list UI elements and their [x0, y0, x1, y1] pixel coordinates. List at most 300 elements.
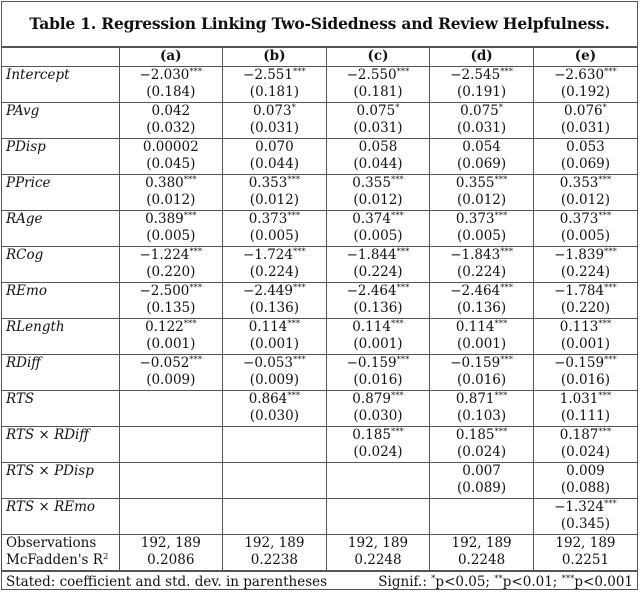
coefficient-line — [434, 67, 529, 85]
stats-cell — [223, 534, 327, 570]
significance-stars: *** — [494, 210, 508, 221]
variable-name: PAvg — [2, 102, 119, 138]
header-blank — [2, 48, 119, 67]
coefficient: −0.159 — [346, 354, 397, 371]
column-header: (d) — [430, 48, 534, 67]
coefficient: 0.380 — [145, 174, 184, 191]
r2-label: McFadden's R — [6, 552, 103, 568]
variable-name: RTS × REmo — [2, 498, 119, 534]
coefficient-line — [124, 247, 219, 265]
coefficient-line — [538, 247, 633, 265]
std-error: (0.024) — [353, 444, 403, 460]
significance-stars: *** — [598, 426, 612, 437]
estimate-cell — [119, 462, 223, 498]
coefficient-line — [538, 139, 633, 157]
std-error: (0.224) — [249, 264, 299, 280]
coefficient: −2.449 — [243, 282, 293, 299]
observations-value: 192, 189 — [347, 534, 409, 551]
coefficient: 0.185 — [352, 426, 391, 443]
std-error: (0.024) — [456, 444, 507, 460]
coefficient: 0.389 — [145, 210, 184, 227]
coefficient: 0.185 — [455, 426, 495, 443]
coefficient-line — [227, 247, 322, 265]
stats-cell — [326, 534, 430, 570]
estimate-cell — [326, 390, 430, 426]
estimate-cell — [223, 102, 327, 138]
significance-stars: *** — [293, 282, 306, 293]
significance-stars: *** — [293, 354, 306, 365]
table-footer — [2, 571, 637, 592]
table-row — [2, 102, 637, 138]
std-error: (0.012) — [146, 192, 196, 208]
coefficient: −1.843 — [450, 246, 501, 263]
std-error: (0.220) — [146, 264, 196, 280]
significance-stars: *** — [396, 282, 410, 293]
variable-name: PPrice — [2, 174, 119, 210]
variable-name: RDiff — [2, 354, 119, 390]
table-row — [2, 390, 637, 426]
coefficient-line — [124, 175, 219, 193]
estimate-cell — [119, 102, 223, 138]
std-error: (0.224) — [353, 264, 403, 280]
estimate-cell — [326, 102, 430, 138]
std-error: (0.031) — [353, 120, 403, 136]
significance-stars: *** — [390, 426, 404, 437]
coefficient: 0.871 — [455, 390, 495, 407]
coefficient-line — [331, 355, 426, 373]
estimate-cell — [430, 246, 534, 282]
variable-name: RTS — [2, 390, 119, 426]
estimate-cell — [533, 246, 637, 282]
table-row — [2, 426, 637, 462]
significance-stars: *** — [500, 282, 513, 293]
significance-stars: *** — [287, 390, 301, 401]
coefficient-line — [227, 103, 322, 121]
std-error: (0.012) — [560, 192, 611, 208]
significance-stars: *** — [494, 318, 508, 329]
stats-labels — [2, 534, 119, 570]
estimate-cell — [119, 210, 223, 246]
variable-name: RTS × RDiff — [2, 426, 119, 462]
variable-name: RCog — [2, 246, 119, 282]
std-error: (0.136) — [249, 300, 299, 316]
coefficient-line — [124, 139, 219, 157]
significance-stars: *** — [598, 210, 612, 221]
std-error: (0.016) — [353, 372, 403, 388]
coefficient-line — [331, 139, 426, 157]
coefficient: 0.009 — [566, 462, 605, 479]
std-error: (0.345) — [560, 516, 611, 532]
coefficient-line — [331, 67, 426, 85]
coefficient: 0.075 — [356, 102, 396, 119]
significance-stars: *** — [598, 174, 612, 185]
significance-stars: *** — [396, 66, 410, 77]
estimate-cell — [326, 138, 430, 174]
coefficient-line — [331, 247, 426, 265]
std-error: (0.088) — [560, 480, 611, 496]
coefficient-line — [124, 283, 219, 301]
signif-level-2: p<0.01; — [502, 573, 562, 590]
coefficient: 0.054 — [462, 138, 501, 155]
observations-label: Observations — [6, 534, 97, 551]
estimate-cell — [326, 282, 430, 318]
coefficient: 0.353 — [559, 174, 599, 191]
table-row — [2, 174, 637, 210]
column-header: (b) — [223, 48, 327, 67]
significance-stars: *** — [183, 210, 197, 221]
std-error: (0.184) — [146, 84, 196, 100]
significance-stars: *** — [183, 318, 197, 329]
significance-stars: *** — [189, 282, 203, 293]
estimate-cell — [533, 174, 637, 210]
coefficient: −0.159 — [554, 354, 605, 371]
significance-stars: *** — [390, 174, 404, 185]
std-error: (0.009) — [146, 372, 196, 388]
estimate-cell — [119, 246, 223, 282]
signif-level-3: p<0.001 — [574, 573, 633, 590]
coefficient-line — [124, 355, 219, 373]
footer-note: Stated: coefficient and std. dev. in parentheses — [6, 573, 328, 590]
r2-value: 0.2238 — [250, 552, 299, 568]
estimate-cell — [223, 462, 327, 498]
coefficient: 0.373 — [559, 210, 599, 227]
std-error: (0.135) — [146, 300, 196, 316]
coefficient-line — [227, 67, 322, 85]
r2-value: 0.2251 — [561, 552, 610, 568]
estimate-cell — [326, 354, 430, 390]
estimate-cell — [223, 318, 327, 354]
observations-value: 192, 189 — [244, 534, 305, 551]
variable-name: REmo — [2, 282, 119, 318]
significance-stars: *** — [494, 174, 508, 185]
variable-name: RAge — [2, 210, 119, 246]
coefficient: 0.879 — [352, 390, 391, 407]
estimate-cell — [326, 498, 430, 534]
coefficient-line — [124, 319, 219, 337]
coefficient-line — [538, 391, 633, 409]
coefficient: −1.844 — [346, 246, 397, 263]
coefficient: −2.545 — [450, 66, 501, 83]
coefficient-line — [538, 499, 633, 517]
std-error: (0.044) — [353, 156, 403, 172]
estimate-cell — [533, 426, 637, 462]
column-header: (a) — [119, 48, 223, 67]
column-header: (c) — [326, 48, 430, 67]
stats-cell — [430, 534, 534, 570]
estimate-cell — [223, 246, 327, 282]
coefficient: 0.058 — [358, 138, 398, 155]
std-error: (0.136) — [353, 300, 403, 316]
coefficient: 0.373 — [455, 210, 495, 227]
estimate-cell — [430, 174, 534, 210]
signif-star-2: ** — [494, 573, 503, 584]
std-error: (0.031) — [249, 120, 299, 136]
coefficient-line — [434, 211, 529, 229]
std-error: (0.032) — [146, 120, 196, 136]
estimate-cell — [533, 138, 637, 174]
coefficient: −2.500 — [139, 282, 190, 299]
significance-stars: *** — [494, 426, 508, 437]
coefficient-line — [538, 427, 633, 445]
coefficient-line — [434, 427, 529, 445]
coefficient: 0.114 — [455, 318, 495, 335]
std-error: (0.001) — [146, 336, 196, 352]
coefficient-line — [434, 103, 529, 121]
coefficient-line — [227, 211, 322, 229]
significance-stars: *** — [604, 282, 617, 293]
header-row — [2, 48, 637, 67]
coefficient: 1.031 — [559, 390, 599, 407]
significance-stars: *** — [287, 318, 301, 329]
coefficient-line — [538, 463, 633, 481]
estimate-cell — [430, 390, 534, 426]
coefficient: 0.073 — [252, 102, 292, 119]
coefficient: −2.030 — [139, 66, 190, 83]
std-error: (0.001) — [249, 336, 299, 352]
significance-stars: *** — [598, 390, 612, 401]
std-error: (0.031) — [456, 120, 507, 136]
coefficient: 0.114 — [352, 318, 391, 335]
coefficient-line — [538, 355, 633, 373]
significance-stars: *** — [183, 174, 197, 185]
estimate-cell — [326, 66, 430, 102]
significance-stars: *** — [189, 246, 203, 257]
significance-stars: *** — [604, 66, 617, 77]
std-error: (0.016) — [560, 372, 611, 388]
coefficient: 0.076 — [563, 102, 603, 119]
estimate-cell — [430, 426, 534, 462]
significance-stars: *** — [390, 210, 404, 221]
coefficient-line — [124, 67, 219, 85]
coefficient: 0.355 — [352, 174, 391, 191]
significance-stars: *** — [189, 354, 203, 365]
estimate-cell — [430, 102, 534, 138]
stats-cell — [119, 534, 223, 570]
table-row — [2, 138, 637, 174]
estimate-cell — [119, 318, 223, 354]
r2-superscript: 2 — [102, 552, 109, 562]
estimate-cell — [430, 210, 534, 246]
estimate-cell — [119, 390, 223, 426]
r2-value: 0.2248 — [457, 552, 506, 568]
coefficient-line — [227, 391, 322, 409]
estimate-cell — [430, 318, 534, 354]
coefficient: −1.724 — [243, 246, 293, 263]
significance-stars: *** — [390, 390, 404, 401]
estimate-cell — [430, 138, 534, 174]
estimate-cell — [533, 66, 637, 102]
estimate-cell — [533, 282, 637, 318]
coefficient-line — [434, 355, 529, 373]
variable-name: RTS × PDisp — [2, 462, 119, 498]
table-title: Table 1. Regression Linking Two-Sidedness and Review Helpfulness. — [2, 2, 637, 47]
coefficient-line — [434, 247, 529, 265]
variable-name: PDisp — [2, 138, 119, 174]
estimate-cell — [119, 282, 223, 318]
estimate-cell — [533, 390, 637, 426]
std-error: (0.012) — [249, 192, 299, 208]
significance-stars: *** — [293, 246, 306, 257]
coefficient-line — [538, 103, 633, 121]
std-error: (0.024) — [560, 444, 611, 460]
std-error: (0.220) — [560, 300, 611, 316]
coefficient: 0.373 — [248, 210, 288, 227]
coefficient-line — [434, 391, 529, 409]
std-error: (0.005) — [249, 228, 299, 244]
variable-name: RLength — [2, 318, 119, 354]
estimate-cell — [430, 66, 534, 102]
coefficient-line — [538, 319, 633, 337]
estimate-cell — [223, 390, 327, 426]
coefficient: −1.784 — [554, 282, 605, 299]
coefficient: −2.551 — [243, 66, 293, 83]
coefficient-line — [331, 175, 426, 193]
coefficient: −0.159 — [450, 354, 501, 371]
observations-value: 192, 189 — [555, 534, 616, 551]
estimate-cell — [326, 246, 430, 282]
coefficient: 0.042 — [151, 102, 191, 119]
coefficient: −0.053 — [243, 354, 293, 371]
std-error: (0.016) — [456, 372, 507, 388]
estimate-cell — [326, 210, 430, 246]
stats-row — [2, 534, 637, 570]
signif-star-3: *** — [561, 573, 575, 584]
estimate-cell — [430, 282, 534, 318]
estimate-cell — [223, 174, 327, 210]
std-error: (0.181) — [249, 84, 299, 100]
std-error: (0.030) — [249, 408, 299, 424]
coefficient: −2.464 — [450, 282, 501, 299]
coefficient-line — [227, 355, 322, 373]
estimate-cell — [326, 318, 430, 354]
coefficient-line — [538, 211, 633, 229]
coefficient: 0.007 — [462, 462, 501, 479]
std-error: (0.001) — [560, 336, 611, 352]
std-error: (0.012) — [456, 192, 507, 208]
std-error: (0.103) — [456, 408, 507, 424]
coefficient-line — [124, 103, 219, 121]
estimate-cell — [223, 498, 327, 534]
coefficient-line — [331, 283, 426, 301]
std-error: (0.001) — [353, 336, 403, 352]
coefficient-line — [227, 139, 322, 157]
r2-value: 0.2086 — [147, 552, 195, 568]
significance-stars: *** — [287, 174, 301, 185]
std-error: (0.044) — [249, 156, 299, 172]
coefficient-line — [434, 175, 529, 193]
coefficient: −1.839 — [554, 246, 605, 263]
coefficient-line — [538, 283, 633, 301]
estimate-cell — [533, 210, 637, 246]
estimate-cell — [119, 66, 223, 102]
std-error: (0.005) — [353, 228, 403, 244]
std-error: (0.136) — [456, 300, 507, 316]
significance-stars: *** — [396, 246, 410, 257]
r2-value: 0.2248 — [354, 552, 402, 568]
coefficient-line — [227, 319, 322, 337]
table-row — [2, 66, 637, 102]
coefficient-line — [538, 67, 633, 85]
std-error: (0.045) — [146, 156, 196, 172]
std-error: (0.089) — [456, 480, 507, 496]
coefficient: 0.864 — [248, 390, 288, 407]
coefficient-line — [331, 319, 426, 337]
significance-stars: *** — [494, 390, 508, 401]
coefficient: 0.374 — [352, 210, 391, 227]
estimate-cell — [533, 102, 637, 138]
table-row — [2, 282, 637, 318]
significance-stars: *** — [604, 498, 617, 509]
estimate-cell — [223, 282, 327, 318]
coefficient-line — [227, 283, 322, 301]
significance-stars: *** — [500, 246, 513, 257]
std-error: (0.069) — [456, 156, 507, 172]
estimate-cell — [223, 354, 327, 390]
coefficient: −2.464 — [346, 282, 397, 299]
significance-stars: * — [395, 102, 400, 113]
coefficient: −1.224 — [139, 246, 190, 263]
coefficient-line — [434, 463, 529, 481]
std-error: (0.009) — [249, 372, 299, 388]
significance-stars: * — [498, 102, 504, 113]
table-row — [2, 210, 637, 246]
significance-stars: *** — [500, 354, 513, 365]
regression-table-document — [1, 1, 638, 590]
signif-level-1: p<0.05; — [435, 573, 495, 590]
estimate-cell — [223, 138, 327, 174]
std-error: (0.111) — [560, 408, 611, 424]
significance-stars: *** — [287, 210, 301, 221]
estimate-cell — [223, 66, 327, 102]
coefficient: 0.355 — [455, 174, 495, 191]
std-error: (0.012) — [353, 192, 403, 208]
coefficient-line — [227, 175, 322, 193]
estimate-cell — [533, 462, 637, 498]
coefficient: 0.00002 — [142, 138, 199, 155]
table-row — [2, 462, 637, 498]
coefficient-line — [331, 391, 426, 409]
coefficient: 0.114 — [248, 318, 288, 335]
estimate-cell — [430, 498, 534, 534]
estimate-cell — [223, 210, 327, 246]
coefficient-line — [434, 283, 529, 301]
estimate-cell — [119, 426, 223, 462]
coefficient: 0.113 — [559, 318, 599, 335]
estimate-cell — [533, 354, 637, 390]
std-error: (0.069) — [560, 156, 611, 172]
std-error: (0.192) — [560, 84, 611, 100]
significance-stars: *** — [390, 318, 404, 329]
coefficient-line — [331, 103, 426, 121]
estimate-cell — [119, 174, 223, 210]
std-error: (0.224) — [456, 264, 507, 280]
stats-cell — [533, 534, 637, 570]
significance-stars: *** — [598, 318, 612, 329]
estimate-cell — [326, 174, 430, 210]
signif-label: Signif.: — [378, 573, 432, 590]
std-error: (0.005) — [560, 228, 611, 244]
column-header: (e) — [533, 48, 637, 67]
std-error: (0.005) — [146, 228, 196, 244]
significance-stars: *** — [604, 246, 617, 257]
estimate-cell — [533, 498, 637, 534]
significance-legend — [378, 572, 633, 592]
observations-value: 192, 189 — [140, 534, 201, 551]
coefficient-line — [434, 139, 529, 157]
variable-name: Intercept — [2, 66, 119, 102]
coefficient: −2.630 — [554, 66, 605, 83]
significance-stars: *** — [396, 354, 410, 365]
